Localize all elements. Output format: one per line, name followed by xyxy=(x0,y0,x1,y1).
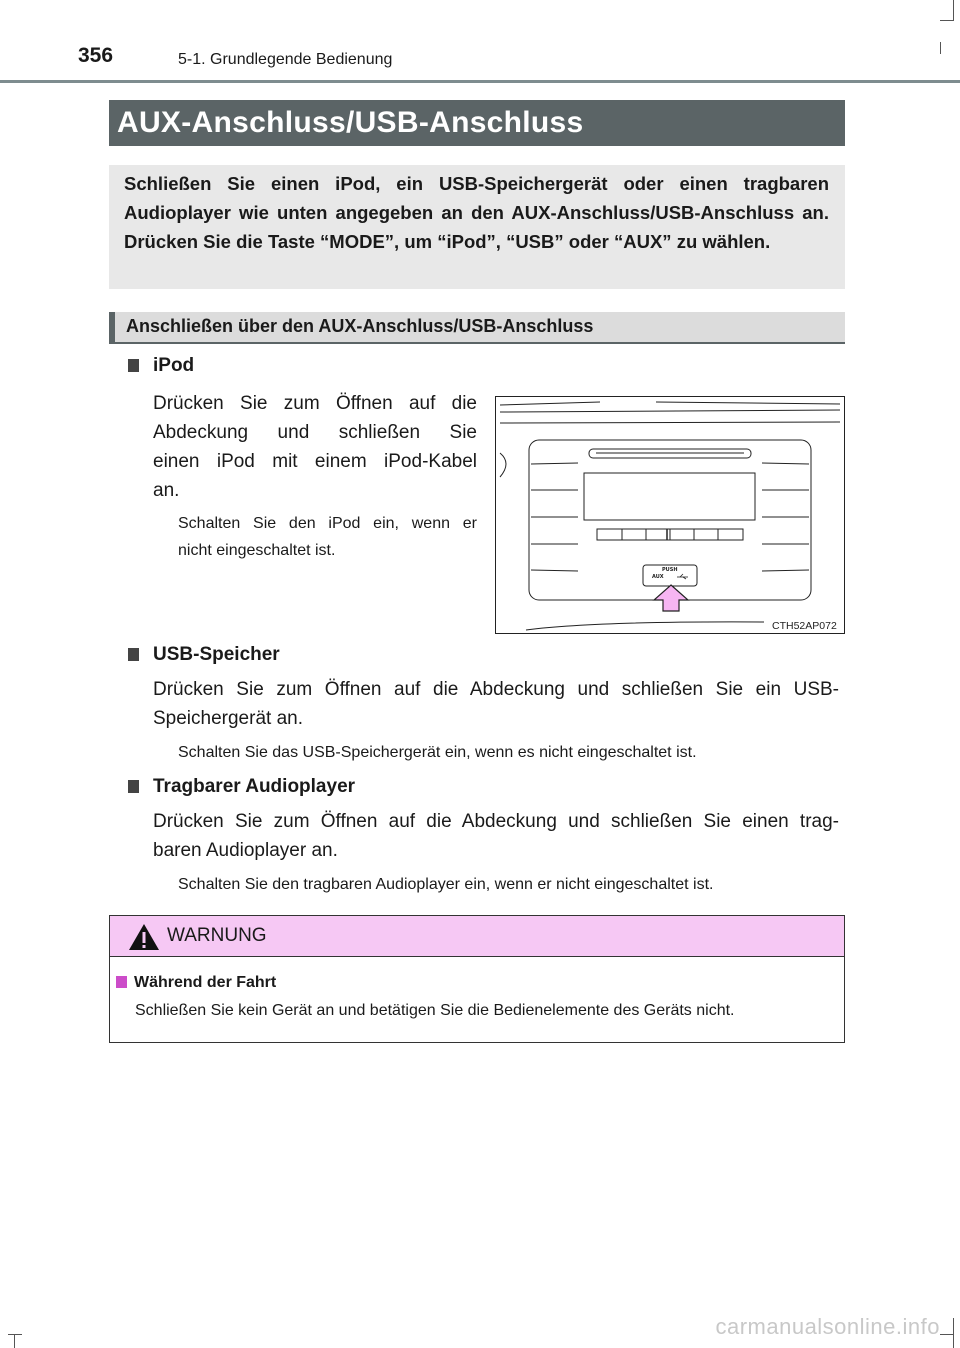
crop-mark xyxy=(940,1334,954,1335)
audioplayer-instructions xyxy=(153,807,839,865)
crop-mark xyxy=(940,42,941,54)
item-heading-audioplayer xyxy=(128,776,355,798)
warning-box xyxy=(109,915,845,1043)
push-label: PUSH xyxy=(662,567,678,573)
text-line: an. xyxy=(153,480,180,501)
item-heading-ipod xyxy=(128,355,194,377)
warning-subheading xyxy=(116,974,276,992)
warning-bullet-icon xyxy=(116,976,127,988)
crop-mark xyxy=(953,1318,954,1348)
ipod-note xyxy=(178,510,477,564)
note-line: nicht eingeschaltet ist. xyxy=(178,542,336,559)
warning-label: WARNUNG xyxy=(167,925,267,946)
page-number: 356 xyxy=(78,44,114,67)
usb-instructions xyxy=(153,675,839,733)
figure-code: CTH52AP072 xyxy=(772,620,837,632)
text-line: Drücken Sie zum Öffnen auf die Abdeckung und schließen Sie einen trag- xyxy=(153,811,839,832)
bullet-square-icon xyxy=(128,648,139,661)
footer-watermark: carmanualsonline.info xyxy=(715,1314,940,1339)
crop-mark xyxy=(953,0,954,20)
subsection-heading: Anschließen über den AUX-Anschluss/USB-Anschluss xyxy=(109,312,845,344)
text-line: Speichergerät an. xyxy=(153,708,303,729)
header-rule xyxy=(0,80,960,83)
note-line: Schalten Sie den iPod ein, wenn er xyxy=(178,515,477,532)
pointer-arrow-icon xyxy=(654,585,688,611)
crop-mark xyxy=(8,1334,22,1335)
bullet-square-icon xyxy=(128,780,139,793)
item-heading-label: Tragbarer Audioplayer xyxy=(153,776,356,797)
ipod-instructions xyxy=(153,389,477,505)
text-line: baren Audioplayer an. xyxy=(153,840,338,861)
bullet-square-icon xyxy=(128,359,139,372)
section-label: 5-1. Grundlegende Bedienung xyxy=(178,51,393,68)
text-line: einen iPod mit einem iPod-Kabel xyxy=(153,451,477,472)
text-line: Abdeckung und schließen Sie xyxy=(153,422,477,443)
text-line: Drücken Sie zum Öffnen auf die Abdeckung und schließen Sie ein USB- xyxy=(153,679,839,700)
item-heading-label: iPod xyxy=(153,355,195,376)
intro-box xyxy=(109,165,845,289)
usb-note: Schalten Sie das USB-Speichergerät ein, wenn es nicht eingeschaltet ist. xyxy=(178,744,697,761)
crop-mark xyxy=(940,20,954,21)
page-title: AUX-Anschluss/USB-Anschluss xyxy=(109,100,845,146)
warning-triangle-icon xyxy=(128,923,160,951)
crop-mark xyxy=(14,1334,15,1348)
head-unit-illustration xyxy=(495,396,845,634)
usb-symbol-icon xyxy=(677,574,688,579)
intro-text: Schließen Sie einen iPod, ein USB-Speichergerät oder einen tragbaren Audioplayer wie unten angegeben an den AUX-Anschluss/USB-Anschluss an. Drücken Sie die Taste “MODE”, um “iPod”, “USB” oder “AUX” zu wählen. xyxy=(124,173,829,252)
warning-subheading-label: Während der Fahrt xyxy=(134,974,277,991)
warning-text: Schließen Sie kein Gerät an und betätigen Sie die Bedienelemente des Geräts nicht. xyxy=(135,1002,735,1019)
head-unit-drawing xyxy=(496,397,844,633)
item-heading-label: USB-Speicher xyxy=(153,644,280,665)
audioplayer-note: Schalten Sie den tragbaren Audioplayer ein, wenn er nicht eingeschaltet ist. xyxy=(178,876,714,893)
item-heading-usb xyxy=(128,644,280,666)
aux-label: AUX xyxy=(652,574,664,580)
warning-header xyxy=(110,916,844,957)
text-line: Drücken Sie zum Öffnen auf die xyxy=(153,393,477,414)
